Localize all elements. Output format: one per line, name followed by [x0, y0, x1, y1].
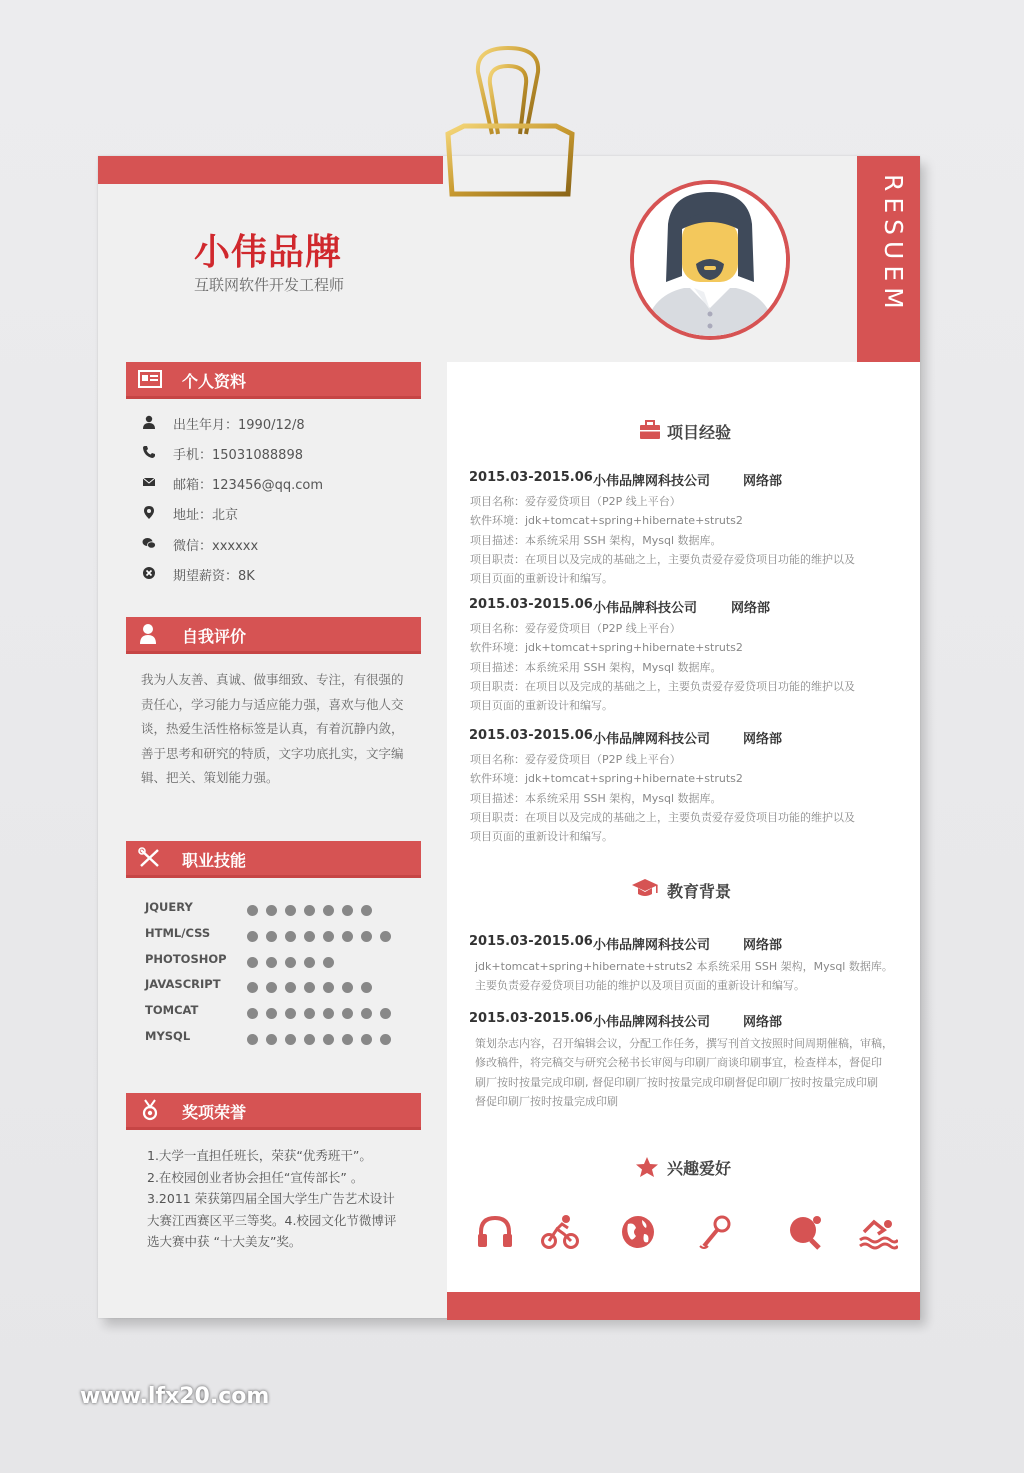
section-personal-header [126, 362, 421, 396]
skill-dot [304, 1034, 315, 1045]
skill-level-dots [247, 953, 342, 972]
bottom-accent-bar [447, 1292, 920, 1320]
info-text: 出生年月：1990/12/8 [173, 418, 305, 433]
medal-icon [138, 1099, 162, 1121]
award-line: 大赛江西赛区平三等奖。4.校园文化节微博评 [147, 1212, 397, 1228]
skill-dot [247, 982, 258, 993]
education-dept: 网络部 [743, 938, 783, 953]
skill-name: TOMCAT [145, 1003, 199, 1018]
skill-dot [323, 957, 334, 968]
award-line: 1.大学一直担任班长，荣获“优秀班干”。 [147, 1148, 372, 1163]
project-header [469, 728, 783, 747]
user-icon [142, 415, 156, 429]
skill-dot [266, 957, 277, 968]
wechat-icon [142, 536, 156, 550]
project-date: 2015.03-2015.06 [469, 728, 593, 743]
skill-level-dots [247, 927, 399, 946]
skill-dot [380, 1034, 391, 1045]
globe-icon [618, 1212, 658, 1252]
skill-dot [323, 1034, 334, 1045]
skill-dot [342, 1008, 353, 1019]
skill-dot [285, 931, 296, 942]
skill-dot [266, 1008, 277, 1019]
education-detail-line: 刷厂按时按量完成印刷, 督促印刷厂按时按量完成印刷督促印刷厂按时按量完成印刷 [475, 1075, 878, 1089]
skill-dot [247, 1034, 258, 1045]
skill-dot [323, 1008, 334, 1019]
project-header [469, 470, 783, 489]
self-eval-line: 我为人友善、真诚、做事细致、专注，有很强的 [141, 672, 404, 687]
skill-dot [342, 931, 353, 942]
project-detail-line: 项目页面的重新设计和编写。 [470, 699, 613, 713]
education-detail-line: jdk+tomcat+spring+hibernate+struts2 本系统采用 SSH 架构，Mysql 数据库。 [475, 960, 893, 973]
project-header [469, 597, 771, 616]
section-education-title: 教育背景 [667, 882, 732, 901]
section-title: 个人资料 [182, 372, 247, 391]
self-eval-line: 谈，热爱生活性格标签是认真，有着沉静内敛， [141, 721, 404, 736]
project-date: 2015.03-2015.06 [469, 597, 593, 612]
info-text: 邮箱：123456@qq.com [173, 478, 324, 493]
education-detail-line: 督促印刷厂按时按量完成印刷 [475, 1094, 618, 1108]
location-icon [142, 505, 156, 519]
skill-dot [361, 1008, 372, 1019]
project-detail-line: 软件环境：jdk+tomcat+spring+hibernate+struts2 [470, 772, 743, 786]
salary-icon [142, 566, 156, 580]
education-detail-line: 策划杂志内容，召开编辑会议，分配工作任务，撰写刊首文按照时间周期催稿，审稿， [475, 1037, 893, 1050]
graduation-cap-icon [631, 878, 659, 898]
resume-paper [98, 156, 920, 1318]
award-line: 2.在校园创业者协会担任“宣传部长” 。 [147, 1169, 364, 1185]
section-hobbies-title: 兴趣爱好 [667, 1159, 732, 1178]
section-title: 奖项荣誉 [182, 1103, 247, 1122]
self-eval-line: 善于思考和研究的特质，文字功底扎实，文字编 [141, 745, 404, 761]
project-detail-line: 项目描述：本系统采用 SSH 架构，Mysql 数据库。 [470, 660, 722, 674]
skill-name: JQUERY [145, 900, 193, 914]
skill-dot [266, 982, 277, 993]
skill-dot [285, 1034, 296, 1045]
info-text: 期望薪资：8K [173, 569, 255, 584]
skill-level-dots [247, 901, 380, 920]
project-dept: 网络部 [743, 474, 783, 489]
education-dept: 网络部 [743, 1015, 783, 1030]
project-detail-line: 项目职责：在项目以及完成的基础之上，主要负责爱存爱贷项目功能的维护以及 [470, 810, 855, 824]
resume-tab-label: RESUEM [879, 174, 908, 315]
section-self-eval-header [126, 617, 421, 651]
skill-dot [361, 1034, 372, 1045]
awards-text [147, 1145, 422, 1253]
skill-level-dots [247, 1030, 399, 1049]
award-line: 选大赛中获 “十大美友”奖。 [147, 1234, 302, 1250]
education-date: 2015.03-2015.06 [469, 1011, 593, 1026]
skill-dot [285, 957, 296, 968]
skill-dot [304, 982, 315, 993]
skill-dot [380, 931, 391, 942]
briefcase-icon [639, 420, 661, 440]
skill-dot [247, 957, 258, 968]
skill-dot [247, 1008, 258, 1019]
project-detail-line: 项目页面的重新设计和编写。 [470, 830, 613, 844]
cycling-icon [540, 1212, 580, 1252]
project-detail-line: 软件环境：jdk+tomcat+spring+hibernate+struts2 [470, 641, 743, 655]
section-projects-title: 项目经验 [667, 423, 732, 442]
skill-dot [266, 905, 277, 916]
education-school: 小伟品牌网科技公司 [593, 938, 711, 953]
resume-tab [857, 156, 920, 362]
skill-dot [266, 1034, 277, 1045]
project-detail-line: 项目职责：在项目以及完成的基础之上，主要负责爱存爱贷项目功能的维护以及 [470, 679, 855, 693]
section-title: 职业技能 [182, 851, 247, 870]
project-detail-line: 项目描述：本系统采用 SSH 架构，Mysql 数据库。 [470, 533, 722, 547]
skill-dot [361, 905, 372, 916]
skill-dot [247, 931, 258, 942]
skill-dot [285, 905, 296, 916]
project-detail-line: 项目页面的重新设计和编写。 [470, 572, 613, 586]
skill-dot [342, 1034, 353, 1045]
project-company: 小伟品牌网科技公司 [593, 474, 711, 489]
skill-dot [361, 982, 372, 993]
award-line: 3.2011 荣获第四届全国大学生广告艺术设计 [147, 1191, 395, 1207]
project-detail-line: 项目名称：爱存爱贷项目（P2P 线上平台） [470, 753, 681, 766]
education-date: 2015.03-2015.06 [469, 934, 593, 949]
candidate-role: 互联网软件开发工程师 [194, 276, 345, 294]
skill-dot [380, 1008, 391, 1019]
project-detail-line: 项目名称：爱存爱贷项目（P2P 线上平台） [470, 622, 681, 635]
project-dept: 网络部 [743, 732, 783, 747]
self-eval-text [141, 668, 416, 791]
skill-dot [342, 905, 353, 916]
education-detail-line: 主要负责爱存爱贷项目功能的维护以及项目页面的重新设计和编写。 [475, 979, 805, 993]
skill-dot [285, 1008, 296, 1019]
person-icon [138, 623, 162, 645]
info-text: 地址：北京 [173, 508, 239, 523]
project-detail-line: 项目描述：本系统采用 SSH 架构，Mysql 数据库。 [470, 791, 722, 805]
id-card-icon [138, 368, 162, 390]
skill-dot [247, 905, 258, 916]
phone-icon [142, 445, 156, 459]
skill-dot [304, 905, 315, 916]
microphone-icon [696, 1212, 736, 1252]
ping-pong-icon [785, 1212, 825, 1252]
section-skills-header [126, 841, 421, 875]
avatar [630, 180, 790, 340]
skill-dot [304, 1008, 315, 1019]
top-accent-bar [98, 156, 443, 184]
skill-dot [266, 931, 277, 942]
skill-level-dots [247, 978, 380, 997]
swimming-icon [858, 1212, 898, 1252]
skill-name: MYSQL [145, 1029, 191, 1043]
skill-name: PHOTOSHOP [145, 951, 227, 966]
skill-name: JAVASCRIPT [145, 977, 221, 992]
project-dept: 网络部 [731, 601, 771, 616]
tools-icon [138, 847, 162, 869]
skill-dot [323, 982, 334, 993]
binder-clip-icon [440, 44, 580, 204]
self-eval-line: 辑、把关、策划能力强。 [141, 770, 279, 785]
project-detail-line: 项目名称：爱存爱贷项目（P2P 线上平台） [470, 495, 681, 508]
education-header [469, 1011, 783, 1030]
project-company: 小伟品牌科技公司 [593, 601, 698, 616]
project-detail-line: 软件环境：jdk+tomcat+spring+hibernate+struts2 [470, 514, 743, 528]
skill-dot [342, 982, 353, 993]
project-detail-line: 项目职责：在项目以及完成的基础之上，主要负责爱存爱贷项目功能的维护以及 [470, 552, 855, 566]
bottom-watermark: www.lfx20.com [80, 1384, 270, 1409]
candidate-name: 小伟品牌 [194, 232, 343, 273]
skill-dot [304, 957, 315, 968]
skill-name: HTML/CSS [145, 925, 211, 940]
self-eval-line: 责任心，学习能力与适应能力强，喜欢与他人交 [141, 696, 404, 712]
skill-dot [285, 982, 296, 993]
star-icon [635, 1156, 659, 1178]
section-title: 自我评价 [182, 627, 247, 646]
info-text: 微信：xxxxxx [173, 539, 259, 554]
skill-level-dots [247, 1004, 399, 1023]
skill-dot [323, 931, 334, 942]
headphones-icon [475, 1212, 515, 1252]
education-detail-line: 修改稿件，将完稿交与研究会秘书长审阅与印刷厂商谈印刷事宜，检查样本，督促印 [475, 1056, 882, 1070]
project-company: 小伟品牌网科技公司 [593, 732, 711, 747]
section-awards-header [126, 1093, 421, 1127]
skill-dot [323, 905, 334, 916]
education-header [469, 934, 783, 953]
mail-icon [142, 475, 156, 489]
skill-dot [304, 931, 315, 942]
skill-dot [361, 931, 372, 942]
info-text: 手机：15031088898 [173, 448, 303, 463]
education-school: 小伟品牌网科技公司 [593, 1015, 711, 1030]
project-date: 2015.03-2015.06 [469, 470, 593, 485]
